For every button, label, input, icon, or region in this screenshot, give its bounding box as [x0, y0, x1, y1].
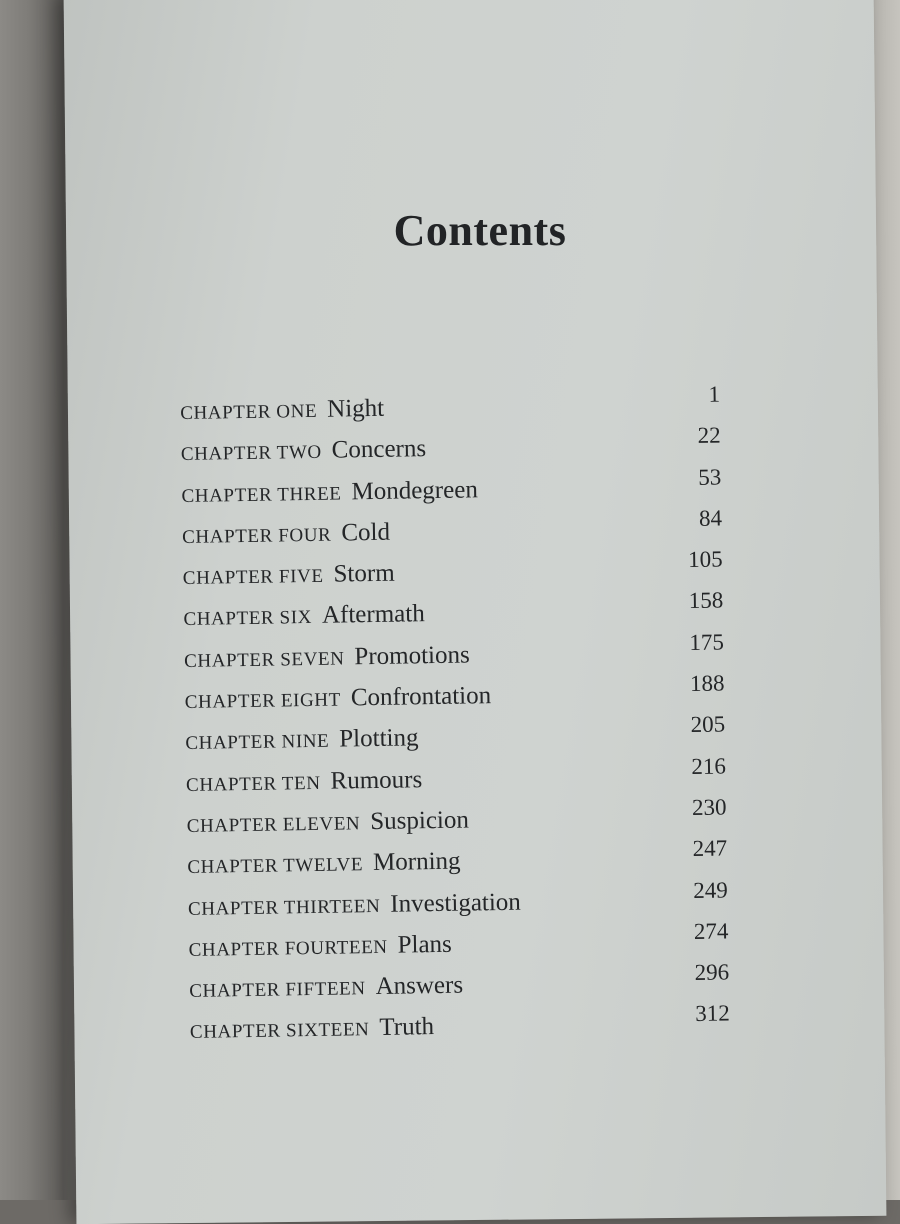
- page-number: 274: [693, 918, 729, 944]
- table-of-contents: [180, 381, 750, 1058]
- chapter-label: CHAPTER NINE: [185, 731, 330, 755]
- chapter-label: CHAPTER ONE: [180, 400, 318, 424]
- chapter-title: Confrontation: [350, 682, 492, 712]
- chapter-title: Cold: [341, 518, 391, 547]
- page-number: 105: [687, 546, 723, 573]
- chapter-label: CHAPTER THREE: [181, 483, 342, 507]
- chapter-title: Morning: [372, 847, 461, 877]
- page-number: 22: [697, 422, 721, 449]
- chapter-label: CHAPTER TEN: [185, 772, 321, 796]
- chapter-title: Rumours: [330, 765, 423, 795]
- page-number: 188: [689, 670, 725, 697]
- chapter-title: Promotions: [354, 641, 470, 671]
- page-number: 247: [692, 835, 728, 862]
- page-number: 205: [690, 711, 726, 738]
- chapter-title: Night: [326, 394, 385, 423]
- chapter-title: Plotting: [339, 724, 419, 753]
- chapter-title: Suspicion: [370, 806, 470, 836]
- chapter-label: CHAPTER FIVE: [182, 565, 324, 590]
- page-number: 296: [694, 959, 730, 986]
- chapter-label: CHAPTER THIRTEEN: [187, 895, 381, 920]
- chapter-title: Truth: [379, 1013, 435, 1042]
- page-number: 53: [698, 464, 722, 490]
- chapter-label: CHAPTER EIGHT: [184, 689, 342, 714]
- page-number: 230: [691, 794, 727, 820]
- chapter-label: CHAPTER SIXTEEN: [189, 1019, 370, 1044]
- chapter-label: CHAPTER FOUR: [182, 524, 332, 548]
- chapter-title: Mondegreen: [351, 475, 479, 505]
- page-number: 175: [689, 629, 725, 655]
- chapter-label: CHAPTER TWELVE: [187, 854, 364, 879]
- chapter-title: Investigation: [390, 888, 522, 918]
- toc-entry: [189, 1000, 751, 1059]
- chapter-label: CHAPTER TWO: [180, 442, 322, 466]
- chapter-label: CHAPTER FOURTEEN: [188, 936, 388, 961]
- page-number: 158: [688, 587, 724, 614]
- chapter-title: Plans: [397, 930, 453, 959]
- page-number: 216: [691, 753, 727, 779]
- chapter-label: CHAPTER SEVEN: [183, 648, 345, 672]
- chapter-title: Answers: [375, 971, 464, 1001]
- page-number: 249: [693, 877, 728, 903]
- page-title: Contents: [393, 206, 567, 256]
- chapter-label: CHAPTER ELEVEN: [186, 813, 361, 837]
- chapter-title: Concerns: [331, 435, 427, 464]
- chapter-label: CHAPTER SIX: [183, 607, 313, 631]
- chapter-title: Storm: [333, 559, 395, 588]
- page-number: 1: [708, 381, 721, 407]
- chapter-label: CHAPTER FIFTEEN: [189, 978, 366, 1003]
- page-number: 312: [695, 1000, 730, 1027]
- page-number: 84: [698, 505, 723, 531]
- chapter-title: Aftermath: [321, 600, 425, 630]
